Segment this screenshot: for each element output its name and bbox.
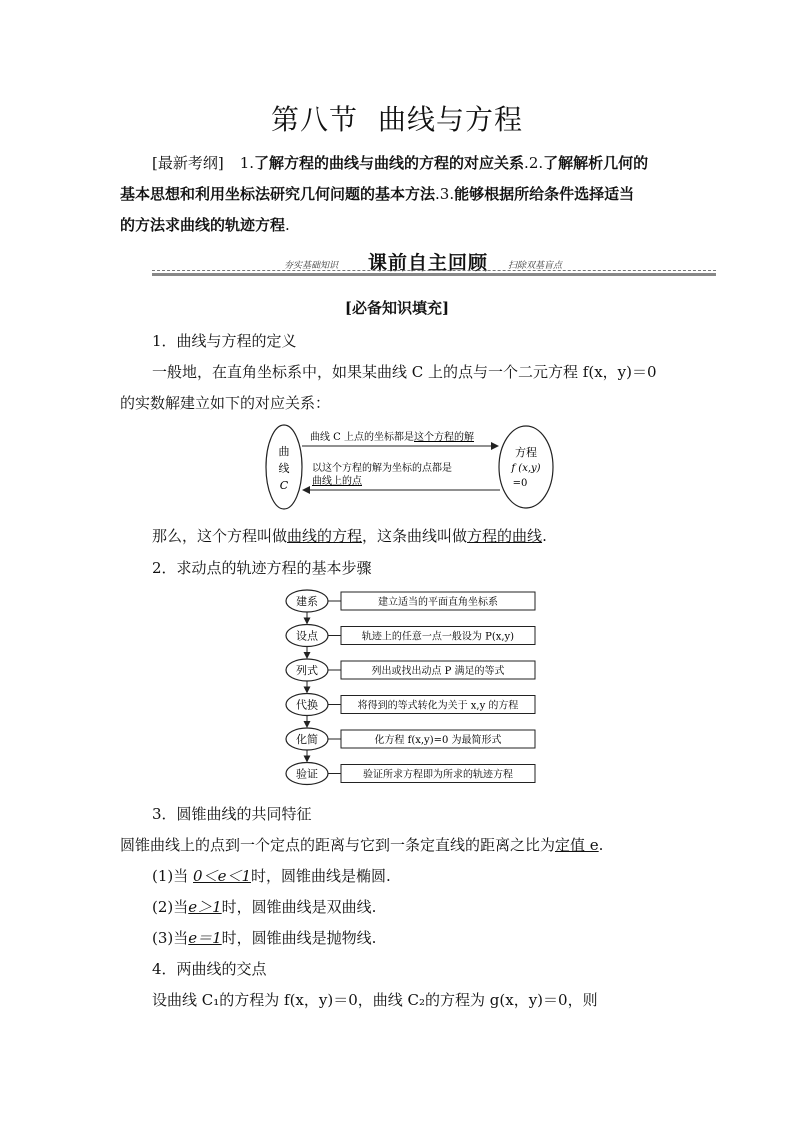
section-banner — [152, 246, 716, 276]
s1-heading: 1．曲线与方程的定义 — [152, 332, 297, 350]
s1-paragraph-3: 那么，这个方程叫做曲线的方程，这条曲线叫做方程的曲线. — [152, 527, 547, 545]
s3-heading: 3．圆锥曲线的共同特征 — [152, 805, 312, 823]
fill-section-heading: [必备知识填充] — [344, 299, 450, 317]
s3-case-3: (3)当e＝1时，圆锥曲线是抛物线. — [152, 929, 377, 947]
s3-paragraph-1: 圆锥曲线上的点到一个定点的距离与它到一条定直线的距离之比为定值 e. — [120, 836, 604, 854]
s4-heading: 4．两曲线的交点 — [152, 960, 267, 978]
s1-paragraph-1: 一般地，在直角坐标系中，如果某曲线 C 上的点与一个二元方程 f(x，y)＝0 — [152, 363, 657, 381]
step-label: 验证 — [296, 767, 318, 781]
s3-case-1: (1)当 0＜e＜1时，圆锥曲线是椭圆. — [152, 867, 391, 885]
arrow-top-text: 曲线 C 上点的坐标都是这个方程的解 — [310, 432, 475, 443]
step-text: 轨迹上的任意一点一般设为 P(x,y) — [361, 631, 515, 643]
syllabus-line-3: 的方法求曲线的轨迹方程. — [120, 216, 290, 234]
step-label: 设点 — [296, 629, 318, 643]
equation-label-2: f (x,y) — [511, 463, 541, 474]
equation-label-1: 方程 — [515, 446, 537, 459]
step-text: 化方程 f(x,y)=0 为最简形式 — [374, 735, 502, 746]
step-text: 列出或找出动点 P 满足的等式 — [371, 666, 505, 677]
curve-label-1: 曲 — [278, 445, 290, 458]
curve-label-2: 线 — [278, 462, 290, 475]
equation-label-3: =0 — [512, 478, 528, 489]
step-label: 代换 — [296, 698, 318, 712]
banner-right-text: 扫除双基盲点 — [508, 261, 563, 271]
banner-rule-dashed — [152, 270, 716, 271]
step-text: 将得到的等式转化为关于 x,y 的方程 — [357, 700, 519, 712]
curve-equation-diagram — [262, 420, 562, 515]
page-title: 第八节 曲线与方程 — [270, 103, 524, 136]
step-text: 验证所求方程即为所求的轨迹方程 — [363, 769, 513, 781]
step-label: 列式 — [296, 664, 318, 677]
banner-left-text: 夯实基础知识 — [284, 261, 339, 271]
s2-heading: 2．求动点的轨迹方程的基本步骤 — [152, 559, 372, 577]
syllabus-line-2: 基本思想和利用坐标法研究几何问题的基本方法.3.能够根据所给条件选择适当 — [120, 185, 635, 203]
step-label: 化简 — [296, 733, 318, 746]
arrow-bottom-text-1: 以这个方程的解为坐标的点都是 — [312, 463, 452, 474]
step-text: 建立适当的平面直角坐标系 — [378, 597, 498, 608]
step-label: 建系 — [296, 595, 318, 608]
s4-paragraph-1: 设曲线 C₁的方程为 f(x，y)＝0，曲线 C₂的方程为 g(x，y)＝0，则 — [152, 991, 598, 1009]
syllabus-line-1: [最新考纲] 1.了解方程的曲线与曲线的方程的对应关系.2.了解解析几何的 — [152, 154, 649, 172]
curve-label-3: C — [279, 479, 289, 492]
banner-title: 课前自主回顾 — [368, 252, 489, 274]
syllabus-tag: [最新考纲] — [152, 154, 224, 172]
s1-paragraph-2: 的实数解建立如下的对应关系： — [120, 394, 331, 412]
arrow-bottom-text-2: 曲线上的点 — [312, 476, 362, 487]
steps-flowchart — [280, 586, 542, 790]
banner-rule-solid — [152, 273, 716, 276]
s3-case-2: (2)当e＞1时，圆锥曲线是双曲线. — [152, 898, 377, 916]
